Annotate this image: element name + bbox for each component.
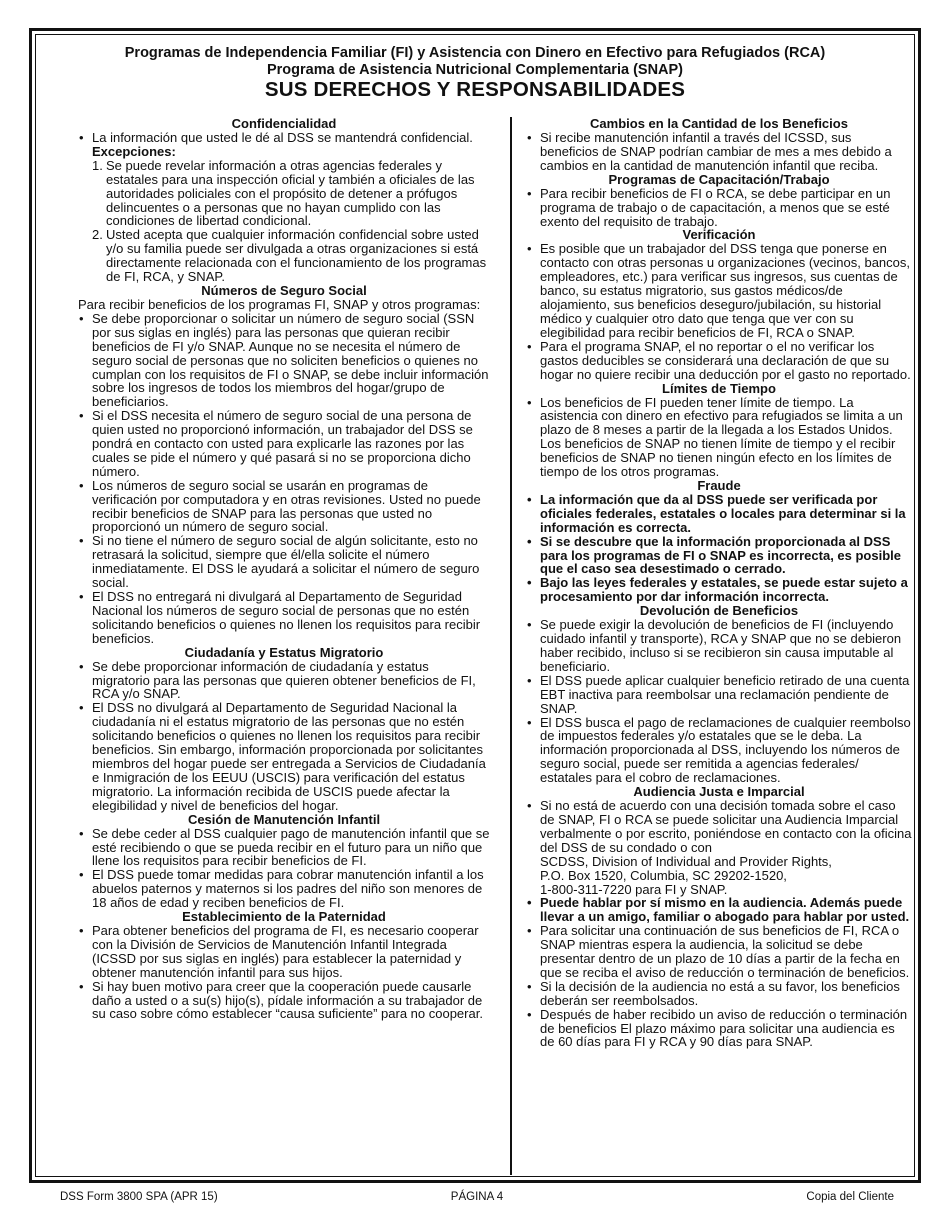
form-number: DSS Form 3800 SPA (APR 15) xyxy=(60,1191,218,1203)
section-limites-tiempo xyxy=(526,382,912,479)
section-audiencia xyxy=(526,785,912,1049)
list-item: • Si la decisión de la audiencia no está a su favor, los beneficios deberán ser reembolsados. xyxy=(526,980,912,1008)
list-item: • Se debe ceder al DSS cualquier pago de manutención infantil que se esté recibiendo o que se pueda recibir en el futuro para un niño que llene los requisitos para recibir beneficios de FI. xyxy=(78,827,490,869)
section-capacitacion xyxy=(526,173,912,229)
list-item: • El DSS puede aplicar cualquier beneficio retirado de una cuenta EBT inactiva para reembolsar una reclamación pendiente de SNAP. xyxy=(526,674,912,716)
left-column xyxy=(78,117,490,1021)
list-item: • Para solicitar una continuación de sus beneficios de FI, RCA o SNAP mientras espera la audiencia, la solicitud se debe presentar dentro de un plazo de 10 días a partir de la fecha en que se reciba el aviso de reducción o terminación de beneficios. xyxy=(526,924,912,980)
address-line: P.O. Box 1520, Columbia, SC 29202-1520, xyxy=(540,867,787,883)
section-heading: Programas de Capacitación/Trabajo xyxy=(608,171,830,187)
numbered-item-text: Usted acepta que cualquier información confidencial sobre usted y/o su familia puede ser divulgada a otras organizaciones si está directamente relacionada con el funcionamiento de los programas de FI, RCA, y SNAP. xyxy=(106,227,487,285)
section-intro: Para recibir beneficios de los programas FI, SNAP y otros programas: xyxy=(78,296,481,312)
numbered-item xyxy=(78,228,490,284)
column-divider xyxy=(510,117,512,1175)
list-item: • Se debe proporcionar o solicitar un número de seguro social (SSN por sus siglas en inglés) para las personas que quieran recibir beneficios de FI y/o SNAP. Aunque no se necesita el número de seguro social de personas que no soliciten beneficios o quienes no cumplan con los requisitos de FI o SNAP, se debe incluir información sobre los ingresos de todos los miembros del hogar/grupo de beneficiarios. xyxy=(78,312,490,409)
page-border xyxy=(29,28,921,1183)
section-heading: Verificación xyxy=(682,227,756,243)
document-title: SUS DERECHOS Y RESPONSABILIDADES xyxy=(264,78,686,101)
list-item: • El DSS no entregará ni divulgará al Departamento de Seguridad Nacional los números de seguro social de personas que no estén solicitando beneficios o quienes no llenen los requisitos para recibir beneficios. xyxy=(78,590,490,646)
section-heading: Números de Seguro Social xyxy=(201,282,367,298)
list-item: • Puede hablar por sí mismo en la audiencia. Además puede llevar a un amigo, familiar o abogado para hablar por usted. xyxy=(526,896,912,924)
document-header xyxy=(36,45,914,101)
section-confidencialidad xyxy=(78,117,490,284)
list-item: • El DSS busca el pago de reclamaciones de cualquier reembolso de impuestos federales y/o estatales que se le deba. La información proporcionada al DSS, incluyendo los números de seguro social, puede ser remitida a agencias federales/ estatales para el cobro de reclamaciones. xyxy=(526,716,912,786)
list-item: • Si no tiene el número de seguro social de algún solicitante, esto no retrasará la solicitud, siempre que él/ella solicite el número inmediatamente. El DSS le ayudará a solicitar el número de seguro social. xyxy=(78,534,490,590)
page-number: PÁGINA 4 xyxy=(450,1191,504,1203)
list-item: • Es posible que un trabajador del DSS tenga que ponerse en contacto con otras personas u organizaciones (vecinos, bancos, empleadores, etc.) para verificar sus ingresos, sus cuentas de banco, su estatus migratorio, sus gastos médicos/de alojamiento, sus beneficios deseguro/jubilación, su historial médico y cualquier otro dato que tenga que ver con su elegibilidad para recibir beneficios de FI, RCA o SNAP. xyxy=(526,242,912,339)
copy-label: Copia del Cliente xyxy=(806,1191,894,1203)
list-item: • Si el DSS necesita el número de seguro social de una persona de quien usted no proporcionó información, un trabajador del DSS se pondrá en contacto con usted para explicarle las razones por las cuales se pide el número y qué pasará si no se proporciona dicho número. xyxy=(78,409,490,479)
section-cesion-manutencion xyxy=(78,813,490,910)
section-paternidad xyxy=(78,910,490,1021)
section-heading: Ciudadanía y Estatus Migratorio xyxy=(184,644,384,660)
list-item: • El DSS puede tomar medidas para cobrar manutención infantil a los abuelos paternos y maternos si los padres del niño son menores de 18 años de edad y reciben beneficios de FI. xyxy=(78,868,490,910)
right-column xyxy=(526,117,912,1049)
list-item: • Para recibir beneficios de FI o RCA, se debe participar en un programa de trabajo o de capacitación, a menos que se esté exento del requisito de trabajo. xyxy=(526,187,912,229)
list-item: • La información que usted le dé al DSS se mantendrá confidencial. xyxy=(78,131,490,145)
list-item: • Si se descubre que la información proporcionada al DSS para los programas de FI o SNAP es incorrecta, es posible que el caso sea desestimado o cerrado. xyxy=(526,535,912,577)
numbered-item-text: Se puede revelar información a otras agencias federales y estatales para una inspección oficial y también a oficiales de las autoridades policiales con el propósito de detener a prófugos delincuentes o a personas que no hayan cumplido con las condiciones de libertad condicional. xyxy=(106,157,475,229)
section-devolucion xyxy=(526,604,912,785)
header-snap-line: Programa de Asistencia Nutricional Complementaria (SNAP) xyxy=(266,62,684,78)
list-item: • Después de haber recibido un aviso de reducción o terminación de beneficios El plazo máximo para solicitar una audiencia es de 60 días para FI y RCA y 90 días para SNAP. xyxy=(526,1008,912,1050)
section-heading: Establecimiento de la Paternidad xyxy=(182,909,386,925)
list-item: • Para el programa SNAP, el no reportar o el no verificar los gastos deducibles se considerará una declaración de que su hogar no quiere recibir una deducción por el gasto no reportado. xyxy=(526,340,912,382)
hearing-request-text: Si no está de acuerdo con una decisión tomada sobre el caso de SNAP, FI o RCA se puede solicitar una Audiencia Imparcial verbalmente o por escrito, poniéndose en contacto con la oficina del DSS de su condado o con xyxy=(540,798,912,855)
list-item: • El DSS no divulgará al Departamento de Seguridad Nacional la ciudadanía ni el estatus migratorio de las personas que no estén solicitando beneficios o quienes no llenen los requisitos para recibir beneficios. Sin embargo, información proporcionada por solicitantes miembros del hogar puede ser entregada a Servicios de Ciudadanía e Inmigración de los EEUU (USCIS) para verificación del estatus migratorio. La información recibida de USCIS puede afectar la elegibilidad y nivel de beneficios del hogar. xyxy=(78,701,490,812)
list-item: • Se puede exigir la devolución de beneficios de FI (incluyendo cuidado infantil y transporte), RCA y SNAP que no se debieron haber recibido, incluso si se recibieron sin causa imputable al beneficiario. xyxy=(526,618,912,674)
section-heading: Cambios en la Cantidad de los Beneficios xyxy=(590,116,848,131)
section-heading: Devolución de Beneficios xyxy=(639,603,799,619)
section-numeros-seguro-social xyxy=(78,284,490,646)
section-heading: Fraude xyxy=(697,477,741,493)
list-item: • Si hay buen motivo para creer que la cooperación puede causarle daño a usted o a su(s) hijo(s), pídale información a su trabajador de su caso sobre cómo establecer “causa suficiente” para no cooperar. xyxy=(78,980,490,1022)
section-ciudadania xyxy=(78,646,490,813)
page-inner-border xyxy=(35,34,915,1177)
section-cambios-beneficios xyxy=(526,117,912,173)
list-item: • Bajo las leyes federales y estatales, se puede estar sujeto a procesamiento por dar información incorrecta. xyxy=(526,576,912,604)
list-item: • Para obtener beneficios del programa de FI, es necesario cooperar con la División de Servicios de Manutención Infantil Integrada (ICSSD por sus siglas en inglés) para establecer la paternidad y obtener manutención infantil para sus hijos. xyxy=(78,924,490,980)
section-verificacion xyxy=(526,228,912,381)
section-heading: Cesión de Manutención Infantil xyxy=(187,811,381,827)
list-item: • Los números de seguro social se usarán en programas de verificación por computadora y en otras revisiones. Usted no puede recibir beneficios de SNAP para las personas que usted no proporcionó un número de seguro social. xyxy=(78,479,490,535)
section-heading: Límites de Tiempo xyxy=(662,380,776,396)
list-item: • Los beneficios de FI pueden tener límite de tiempo. La asistencia con dinero en efectivo para refugiados se limita a un plazo de 8 meses a partir de la llegada a los Estados Unidos. Los beneficios de SNAP no tienen límite de tiempo y el recibir beneficios de SNAP no tienen ningún efecto en los límites de tiempo de los otros programas. xyxy=(526,396,912,479)
list-item: • Se debe proporcionar información de ciudadanía y estatus migratorio para las personas que quieren obtener beneficios de FI, RCA y/o SNAP. xyxy=(78,660,490,702)
section-heading: Audiencia Justa e Imparcial xyxy=(633,784,805,800)
header-programs-line: Programas de Independencia Familiar (FI) y Asistencia con Dinero en Efectivo para Refugiados (RCA) xyxy=(124,45,826,61)
list-item: • La información que da al DSS puede ser verificada por oficiales federales, estatales o locales para determinar si la información es correcta. xyxy=(526,493,912,535)
phone-line: 1-800-311-7220 para FI y SNAP. xyxy=(540,881,728,897)
exceptions-label: Excepciones: xyxy=(92,143,176,159)
numbered-item xyxy=(78,159,490,229)
address-line: SCDSS, Division of Individual and Provider Rights, xyxy=(540,853,832,869)
list-item xyxy=(526,799,912,896)
section-heading: Confidencialidad xyxy=(231,116,337,131)
list-item: • Si recibe manutención infantil a través del ICSSD, sus beneficios de SNAP podrían cambiar de mes a mes debido a cambios en la cantidad de manutención infantil que reciba. xyxy=(526,131,912,173)
section-fraude xyxy=(526,479,912,604)
